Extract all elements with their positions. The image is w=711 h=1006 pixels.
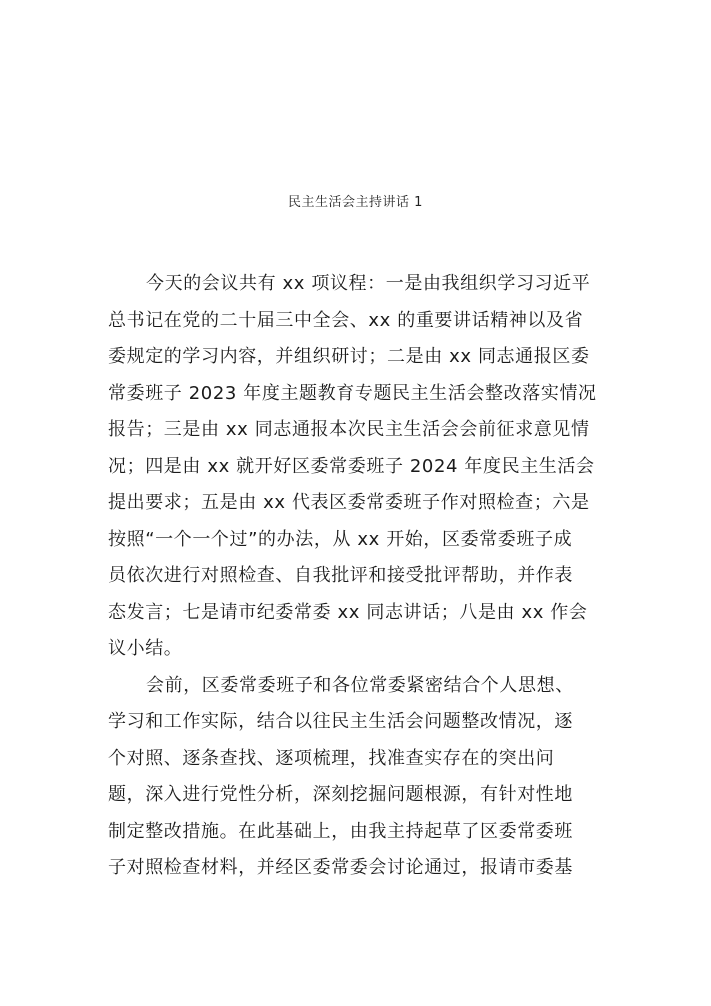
text-line: 委规定的学习内容，并组织研讨；二是由 xx 同志通报区委 [108,346,590,367]
text-line: 态发言；七是请市纪委常委 xx 同志讲话；八是由 xx 作会 [108,601,588,623]
text-line: 学习和工作实际，结合以往民主生活会问题整改情况，逐 [108,711,573,732]
text-line: 今天的会议共有 xx 项议程：一是由我组织学习习近平 [146,273,591,294]
text-line: 制定整改措施。在此基础上，由我主持起草了区委常委班 [108,820,573,842]
text-line: 议小结。 [108,638,183,659]
text-line: 况；四是由 xx 就开好区委常委班子 2024 年度民主生活会 [108,455,595,477]
text-line: 总书记在党的二十届三中全会、xx 的重要讲话精神以及省 [108,309,584,331]
document-body [108,266,608,887]
text-line: 按照“一个一个过”的办法，从 xx 开始，区委常委班子成 [108,528,573,550]
text-line: 个对照、逐条查找、逐项梳理，找准查实存在的突出问 [108,747,555,769]
text-line: 提出要求；五是由 xx 代表区委常委班子作对照检查；六是 [108,492,590,513]
paragraph-agenda [108,266,608,668]
paragraph-preparation [108,668,608,887]
text-line: 员依次进行对照检查、自我批评和接受批评帮助，并作表 [108,565,573,586]
text-line: 会前，区委常委班子和各位常委紧密结合个人思想、 [146,674,574,696]
document-title: 民主生活会主持讲话 1 [288,195,423,210]
text-line: 子对照检查材料，并经区委常委会讨论通过，报请市委基 [108,857,573,878]
text-line: 常委班子 2023 年度主题教育专题民主生活会整改落实情况 [108,382,597,404]
text-line: 题，深入进行党性分析，深刻挖掘问题根源，有针对性地 [108,784,573,805]
text-line: 报告；三是由 xx 同志通报本次民主生活会会前征求意见情 [108,419,590,440]
